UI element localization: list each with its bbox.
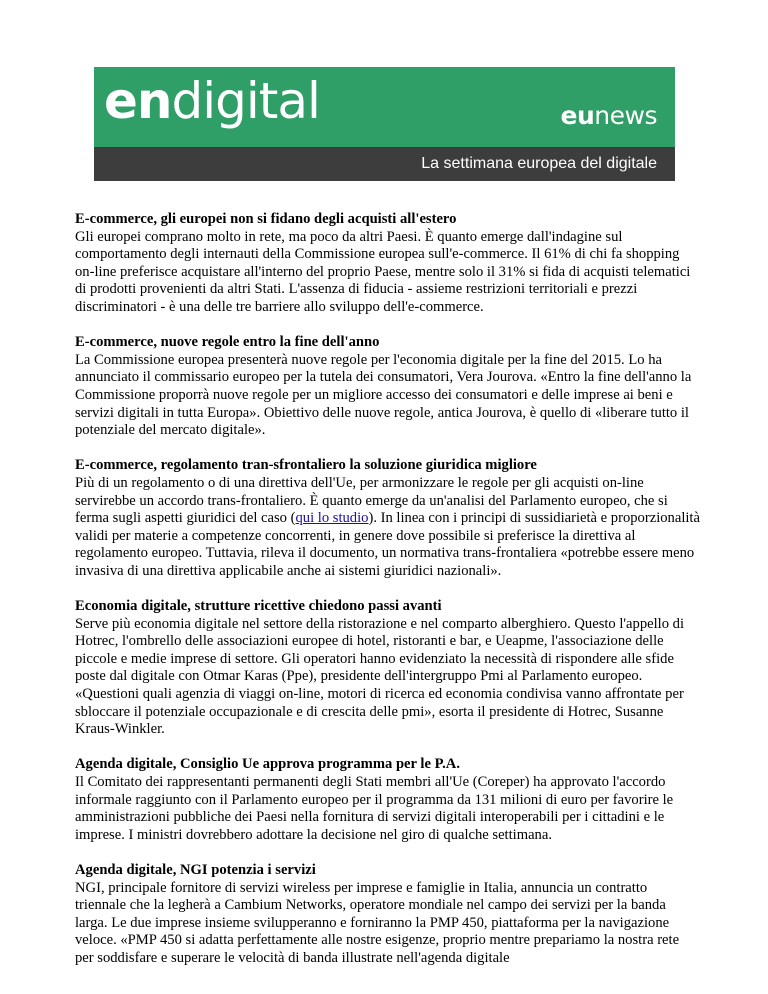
article-list [75,211,700,985]
study-link[interactable]: qui lo studio [295,510,369,527]
article-body: Gli europei comprano molto in rete, ma poco da altri Paesi. È quanto emerge dall'indagine sul comportamento degli internauti della Commissione europea sull'e-commerce. Il 61% di chi fa shopping on-line preferisce acquistare all'interno del proprio Paese, mentre solo il 31% si fida di acquisti telematici di prodotti provenienti da altri Stati. L'assenza di fiducia - assieme restrizioni territoriali e prezzi discriminatori - è una delle tre barriere allo sviluppo dell'e-commerce. [75,228,691,315]
article-1 [75,211,700,317]
article-body: NGI, principale fornitore di servizi wireless per imprese e famiglie in Italia, annuncia un contratto triennale che la legherà a Cambium Networks, operatore mondiale nel campo dei servizi per la banda larga. Le due imprese insieme svilupperanno e forniranno la PMP 450, piattaforma per la navigazione veloce. «PMP 450 si adatta perfettamente alle nostre esigenze, proprio mentre prepariamo la nostra rete per soddisfare e superare le velocità di banda illustrate nell'agenda digitale [75,879,680,966]
banner-top [94,67,675,147]
article-body: Serve più economia digitale nel settore della ristorazione e nel comparto alberghiero. Questo l'appello di Hotrec, l'ombrello delle associazioni europee di hotel, ristoranti e bar, e Ueapme, l'associazione delle piccole e medie imprese di settore. Gli operatori hanno evidenziato la necessità di rispondere alle sfide poste dal digitale con Otmar Karas (Ppe), presidente dell'intergruppo Pmi al Parlamento europeo. «Questioni quali agenzia di viaggi on-line, motori di ricerca ed economia condivisa vanno affrontate per sbloccare il potenziale occupazionale e di crescita delle pmi», esorta il presidente di Hotrec, Susanne Kraus-Winkler. [75,615,685,738]
article-body: Il Comitato dei rappresentanti permanenti degli Stati membri all'Ue (Coreper) ha approvato l'accordo informale raggiunto con il Parlamento europeo per il programma da 131 milioni di euro per favorire le amministrazioni pubbliche dei Paesi nella fornitura di servizi digitali interoperabili per i cittadini e le imprese. I ministri dovrebbero adottare la decisione nel giro di qualche settimana. [75,774,674,843]
article-title: E-commerce, gli europei non si fidano degli acquisti all'estero [75,211,457,227]
article-body: Più di un regolamento o di una direttiva dell'Ue, per armonizzare le regole per gli acquisti on-line servirebbe un accordo trans-frontaliero. È quanto emerge da un'analisi del Parlamento europeo, che si ferma sugli aspetti giuridici del caso (qui lo studio). In linea con i principi di sussidiarietà e proporzionalità validi per materie a competenze concorrenti, in genere dove possibile si preferisce la direttiva al regolamento europeo. Tuttavia, rileva il documento, un normativa trans-frontaliera «potrebbe essere meno invasiva di una direttiva applicabile anche ai sistemi giuridici nazionali». [75,474,700,579]
article-6 [75,862,700,968]
endigital-logo: endigital [104,72,320,130]
article-3 [75,457,700,580]
article-5 [75,756,700,844]
tagline: La settimana europea del digitale [421,155,657,172]
banner-tagline-bar [94,147,675,181]
header-banner [94,67,675,181]
article-2 [75,334,700,440]
article-4 [75,598,700,739]
article-body: La Commissione europea presenterà nuove regole per l'economia digitale per la fine del 2015. Lo ha annunciato il commissario europeo per la tutela dei consumatori, Vera Jourova. «Entro la fine dell'anno la Commissione proporrà nuove regole per un migliore accesso dei consumatori e delle imprese ai beni e servizi digitali in tutta Europa». Obiettivo delle nuove regole, antica Jourova, è quello di «liberare tutto il potenziale del mercato digitale». [75,351,692,439]
article-title: Agenda digitale, Consiglio Ue approva programma per le P.A. [75,756,460,773]
article-title: E-commerce, nuove regole entro la fine dell'anno [75,334,380,351]
article-title: Agenda digitale, NGI potenzia i servizi [75,861,316,878]
article-title: E-commerce, regolamento tran-sfrontaliero la soluzione giuridica migliore [75,457,537,474]
article-title: Economia digitale, strutture ricettive chiedono passi avanti [75,598,442,615]
eunews-logo: eunews [560,101,657,130]
